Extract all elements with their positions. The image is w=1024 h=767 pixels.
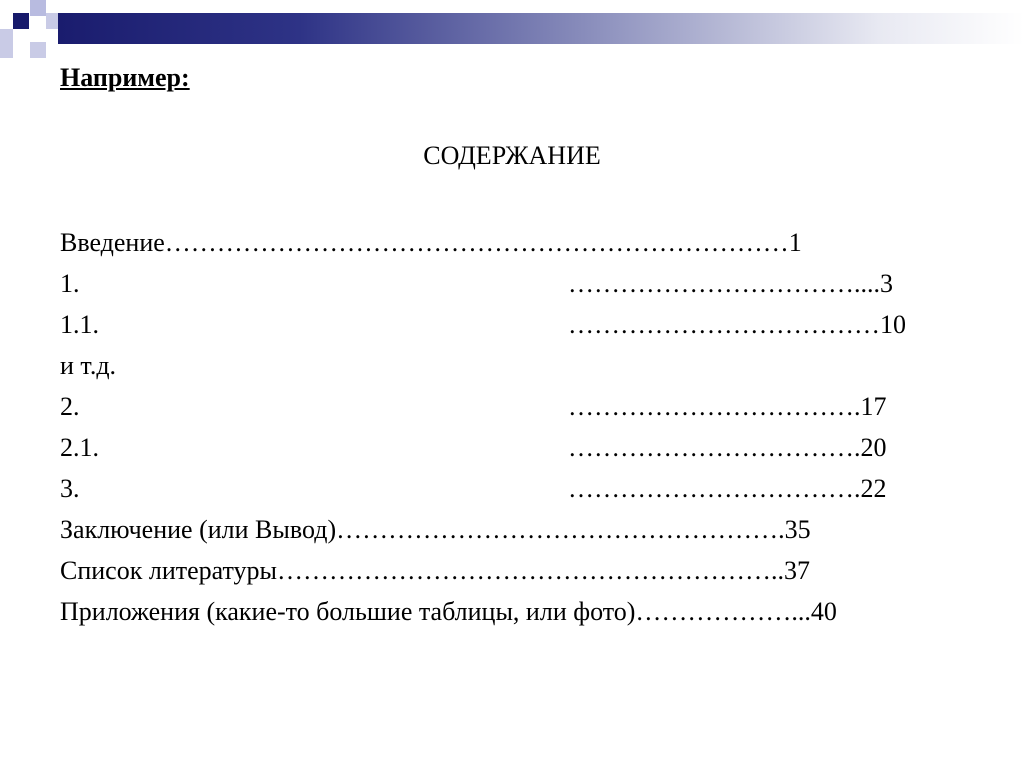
table-of-contents [60,222,930,632]
toc-entry-label: 1. [60,269,80,298]
header-square-light [46,13,58,29]
toc-entry-leader: …………………………….20 [568,433,887,462]
toc-entry-leader: …………………………….22 [568,474,887,503]
header-gradient-bar [58,13,1024,44]
toc-row-chapter-2 [60,386,930,427]
toc-entry-leader: …………………………….17 [568,392,887,421]
toc-title: СОДЕРЖАНИЕ [423,141,601,170]
header-square-light [0,29,13,58]
toc-entry-leader: ……………………………....3 [568,269,893,298]
example-heading: Например: [60,63,190,92]
toc-row-etc [60,345,930,386]
toc-entry-text: Приложения (какие-то большие таблицы, или фото)………………...40 [60,597,837,626]
toc-row-conclusion [60,509,930,550]
toc-row-section-2-1 [60,427,930,468]
toc-entry-label: и т.д. [60,351,117,380]
toc-entry-label: 2.1. [60,433,99,462]
toc-row-references [60,550,930,591]
toc-entry-text: Список литературы…………………………………………………..37 [60,556,810,585]
toc-entry-label: 2. [60,392,80,421]
toc-row-section-1-1 [60,304,930,345]
toc-entry-leader: ………………………………10 [568,310,906,339]
header-square-light [30,0,46,16]
toc-entry-label: 3. [60,474,80,503]
header-square-light [30,42,46,58]
toc-row-introduction [60,222,930,263]
toc-entry-text: Заключение (или Вывод)…………………………………………….35 [60,515,811,544]
toc-row-appendices [60,591,930,632]
toc-entry-label: 1.1. [60,310,99,339]
toc-row-chapter-1 [60,263,930,304]
header-square-dark [13,13,29,29]
toc-row-chapter-3 [60,468,930,509]
toc-entry-text: Введение………………………………………………………………1 [60,228,802,257]
